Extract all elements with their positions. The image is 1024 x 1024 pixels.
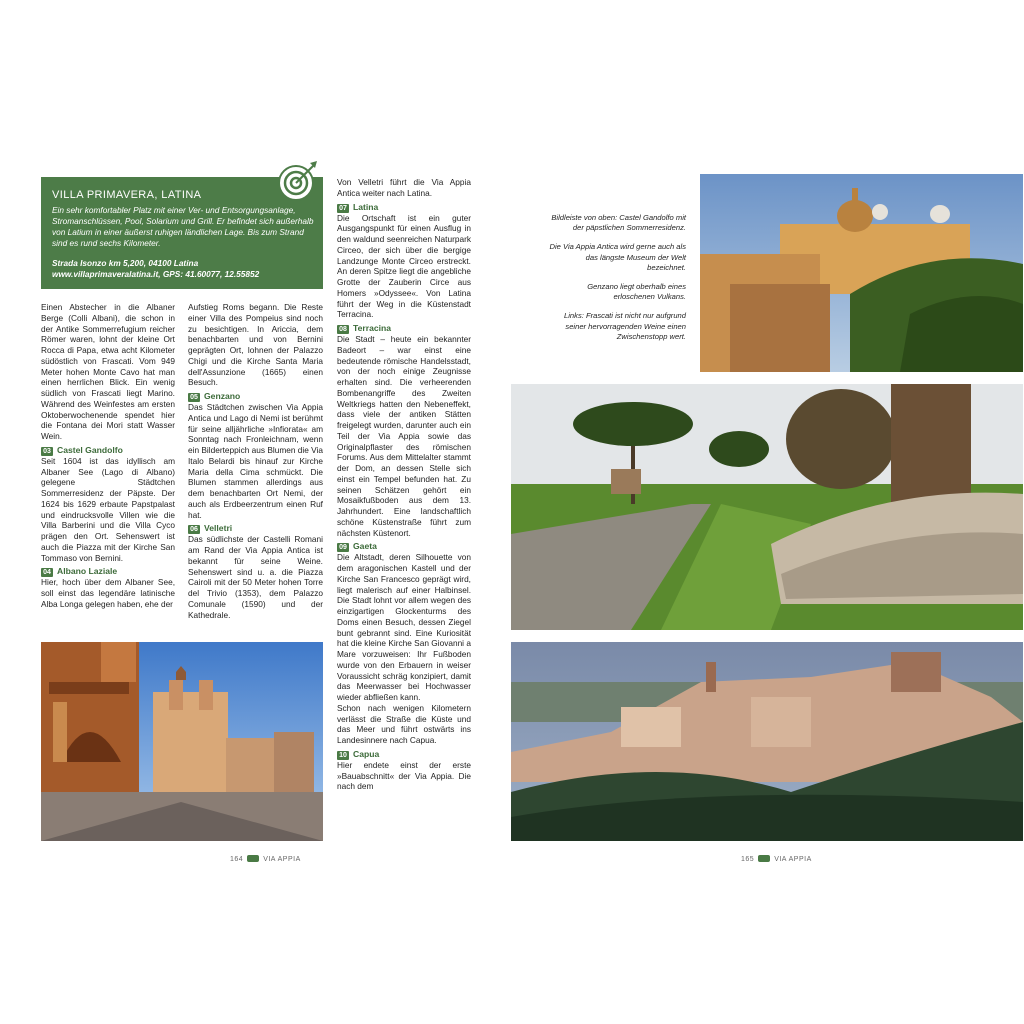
footer-label-left: VIA APPIA bbox=[263, 856, 301, 863]
section-text-castel-gandolfo: Seit 1604 ist das idyllisch am Albaner See (Lago di Albano) gelegene Städtchen Sommerresidenz der Päpste. Der 1624 bis 1629 erbaute Papstpalast und eindrucksvolle Villen wie die Villa Barberini und die Villa Cyco prägen den Ort. Sehenswert ist auch die Piazza mit der Kirche San Tommaso von Bernini. bbox=[41, 455, 175, 563]
section-title: Latina bbox=[353, 201, 379, 212]
genzano-photo bbox=[511, 642, 1023, 841]
campsite-description: Ein sehr komfortabler Platz mit einer Ver- und Entsorgungsanlage, Stromanschlüssen, Pool, Solarium und Grill. Er befindet sich außerhalb von Latium in einer äußerst ruhigen ländlichen Lage. Bis zum Strand sind es rund sechs Kilometer. bbox=[52, 205, 314, 248]
page-number-left: 164 bbox=[230, 856, 244, 863]
section-title: Gaeta bbox=[353, 541, 377, 552]
section-number: 08 bbox=[337, 325, 349, 334]
section-title: Capua bbox=[353, 748, 380, 759]
section-text-albano-laziale: Hier, hoch über dem Albaner See, soll einst das legendäre latinische Alba Longa gelegen haben, ehe der bbox=[41, 577, 175, 609]
section-title: Velletri bbox=[204, 523, 233, 534]
target-icon bbox=[277, 160, 319, 202]
page-number-right: 165 bbox=[741, 856, 755, 863]
caption-genzano: Genzano liegt oberhalb eines erloschenen Vulkans. bbox=[587, 282, 686, 302]
footer-left bbox=[230, 855, 301, 863]
col1-intro: Einen Abstecher in die Albaner Berge (Colli Albani), die schon in der Antike Sommerrefugium reicher Römer waren, lohnt der kleine Ort Rocca di Papa, etwa acht Kilometer südöstlich von Frascati. Vom 949 Meter hohen Monte Cavo hat man einen herrlichen Blick. Ein wenig südlich von Frascati liegt Marino. Während des Weinfestes am ersten Oktoberwochenende spendet hier die Fontana dei Mori statt Wasser Wein. bbox=[41, 302, 175, 441]
caption-castel-gandolfo: Bildleiste von oben: Castel Gandolfo mit der päpstlichen Sommerresidenz. bbox=[551, 213, 686, 233]
footer-label-right: VIA APPIA bbox=[774, 856, 812, 863]
text-column-3 bbox=[337, 177, 471, 792]
text-column-2 bbox=[188, 302, 323, 620]
frascati-photo bbox=[41, 642, 323, 841]
campsite-web-gps: www.villaprimaveralatina.it, GPS: 41.60077, 12.55852 bbox=[52, 269, 260, 279]
camper-icon bbox=[758, 855, 770, 862]
section-title: Terracina bbox=[353, 323, 392, 333]
section-title: Albano Laziale bbox=[57, 566, 118, 577]
section-number: 10 bbox=[337, 751, 349, 760]
section-heading-castel-gandolfo bbox=[41, 445, 175, 456]
col3-intro: Von Velletri führt die Via Appia Antica weiter nach Latina. bbox=[337, 177, 471, 198]
section-text-capua: Hier endete einst der erste »Bauabschnitt« der Via Appia. Die nach dem bbox=[337, 759, 471, 792]
section-heading-gaeta bbox=[337, 541, 471, 552]
col2-intro: Aufstieg Roms begann. Die Reste einer Villa des Pompeius sind noch zu besichtigen. In Ariccia, dem benachbarten und von Bernini geprägten Ort, lohnen der Palazzo Chigi und die Kirche Santa Maria dell'Assunzione (1665) einen Besuch. bbox=[188, 302, 323, 388]
campsite-address-block bbox=[52, 258, 322, 280]
section-heading-terracina bbox=[337, 323, 471, 334]
castel-gandolfo-photo bbox=[700, 174, 1023, 372]
section-text-terracina: Die Stadt – heute ein bekannter Badeort – war einst eine bedeutende römische Handelsstadt, von der noch einige Zeugnisse erhalten sind. Die verheerenden Bombenangriffe des Zweiten Weltkriegs hatten den Nebeneffekt, dass viele der antiken Stätten freigelegt wurden, darunter auch ein Teil der Via Appia sowie das Originalpflaster des römischen Forums. Aus dem Mittelalter stammt der Dom, an dessen Stelle sich einst ein Tempel befunden hat. Zu seinen Schätzen gehört ein Mosaikfußboden aus dem 13. Jahrhundert. Eine landschaftlich schöne Küstenstraße führt zum nächsten Küstenort. bbox=[337, 334, 471, 538]
section-text-latina: Die Ortschaft ist ein guter Ausgangspunkt für einen Ausflug in den waldund seenreichen Naturpark Circeo, der sich über die bergige Landzunge Monte Circeo erstreckt. An deren Spitze liegt die angebliche Grotte der Zauberin Circe aus Homers »Odyssee«. Von Latina führt der Weg in die Küstenstadt Terracina. bbox=[337, 212, 471, 320]
section-number: 03 bbox=[41, 447, 53, 456]
section-number: 09 bbox=[337, 543, 349, 552]
text-column-1 bbox=[41, 302, 175, 610]
section-title: Castel Gandolfo bbox=[57, 444, 123, 455]
section-heading-albano-laziale bbox=[41, 566, 175, 577]
section-heading-latina bbox=[337, 202, 471, 213]
photo-captions bbox=[548, 213, 686, 351]
section-title: Genzano bbox=[204, 391, 241, 401]
section-number: 06 bbox=[188, 525, 200, 534]
section-text-gaeta-2: Schon nach wenigen Kilometern verlässt die Straße die Küste und das Meer und führt ostwärts ins Landesinnere nach Capua. bbox=[337, 702, 471, 745]
section-text-velletri: Das südlichste der Castelli Romani am Rand der Via Appia Antica ist bekannt für seine Weine. Sehenswert sind u. a. die Piazza Cairoli mit der 50 Meter hohen Torre del Trivio (1353), dem Palazzo Comunale (1590) und der Kathedrale. bbox=[188, 534, 323, 620]
section-heading-genzano bbox=[188, 391, 323, 402]
section-text-genzano: Das Städtchen zwischen Via Appia Antica und Lago di Nemi ist berühmt für seine alljährliche »Infiorata« am Sonntag nach Fronleichnam, wenn ein Bilderteppich aus Blumen die Via Italo Belardi bis hinauf zur Kirche Maria della Cima schmückt. Die Blumen stammen allerdings aus dem benachbarten Ort Nemi, der auch als Erdbeerzentrum einen Ruf hat. bbox=[188, 402, 323, 520]
section-heading-capua bbox=[337, 749, 471, 760]
section-number: 07 bbox=[337, 204, 349, 213]
campsite-title: VILLA PRIMAVERA, LATINA bbox=[52, 189, 202, 201]
caption-frascati: Links: Frascati ist nicht nur aufgrund seiner hervorragenden Weine einen Zwischenstopp wert. bbox=[564, 311, 686, 341]
campsite-address: Strada Isonzo km 5,200, 04100 Latina bbox=[52, 258, 199, 268]
section-number: 05 bbox=[188, 393, 200, 402]
via-appia-photo bbox=[511, 384, 1023, 630]
section-number: 04 bbox=[41, 568, 53, 577]
footer-right bbox=[741, 855, 812, 863]
section-heading-velletri bbox=[188, 523, 323, 534]
camper-icon bbox=[247, 855, 259, 862]
section-text-gaeta: Die Altstadt, deren Silhouette von dem aragonischen Kastell und der Kirche San Francesco geprägt wird, liegt malerisch auf einer Halbinsel. Die Stadt lohnt vor allem wegen des einzigartigen Glockenturms des Doms einen Besuch, dessen Ziegel bunt gebrannt sind. Eine Kuriosität hat die kleine Kirche San Giovanni a Mare vorzuweisen: Ihr Fußboden wurde von den Erbauern in weiser Voraussicht schräg konzipiert, damit das Meerwasser bei Hochwasser wieder abfließen kann. bbox=[337, 552, 471, 702]
caption-via-appia: Die Via Appia Antica wird gerne auch als das längste Museum der Welt bezeichnet. bbox=[549, 242, 686, 272]
